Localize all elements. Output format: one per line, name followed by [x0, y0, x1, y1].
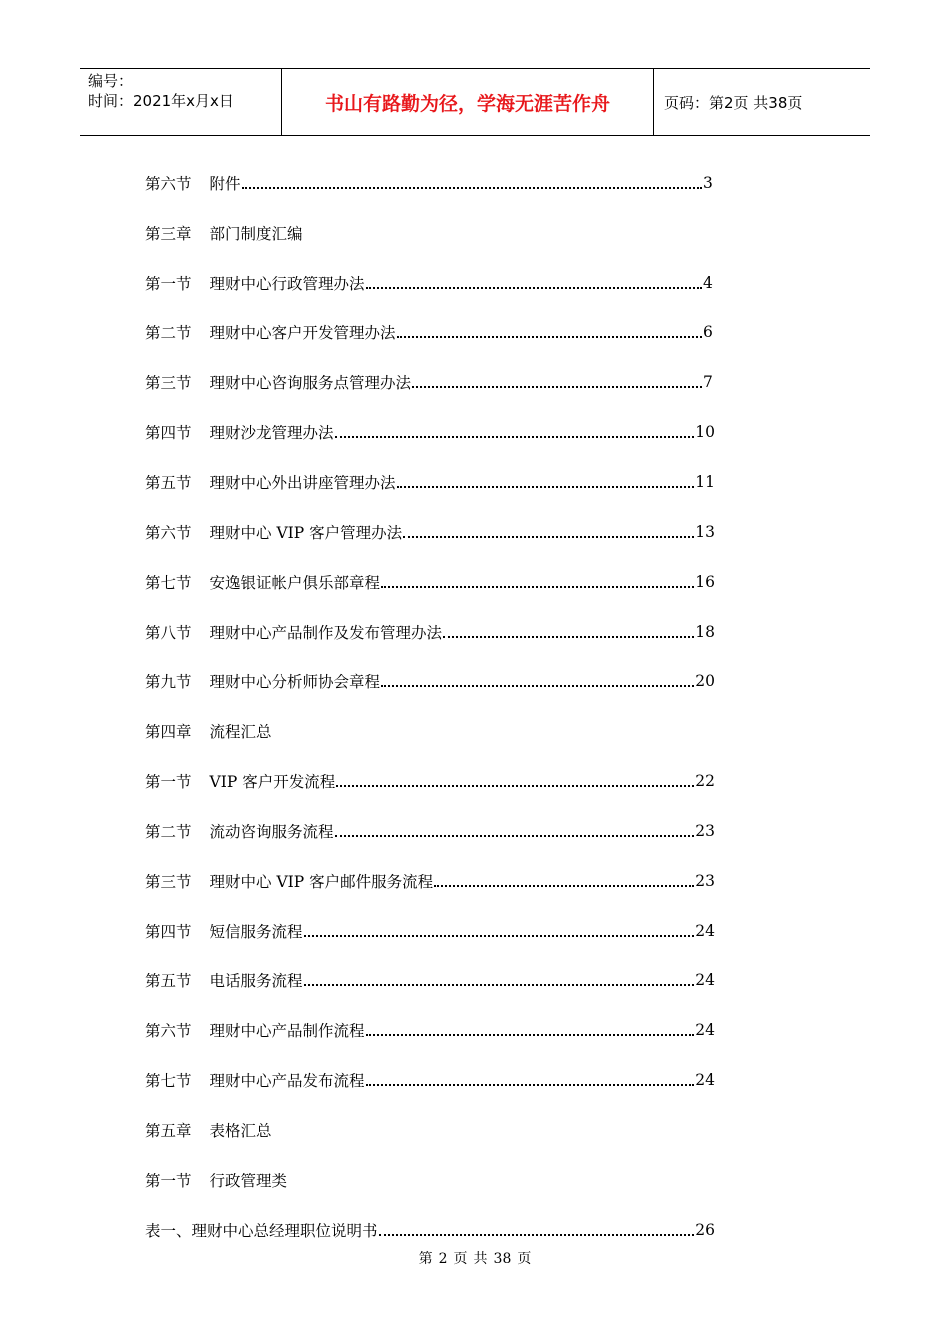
toc-entry-title: 电话服务流程: [209, 972, 303, 991]
footer-page-current: 2: [438, 1251, 448, 1267]
toc-entry-title: VIP 客户开发流程: [209, 773, 336, 792]
toc-entry-label: 第五节: [145, 972, 192, 991]
toc-entry-title: 理财中心外出讲座管理办法: [209, 473, 396, 492]
toc-entry-leader: [412, 368, 702, 388]
toc-entry[interactable]: [145, 457, 715, 507]
toc-entry-title: 理财中心产品发布流程: [209, 1072, 365, 1091]
page-footer: [0, 1248, 950, 1268]
toc-entry-label: 第四节: [145, 922, 192, 941]
footer-page-mid: 页: [453, 1251, 468, 1267]
toc-entry-title: 流动咨询服务流程: [209, 822, 334, 841]
toc-entry-title: 表格汇总: [209, 1121, 272, 1140]
toc-entry-page: 4: [703, 273, 713, 292]
toc-entry-title: 理财中心总经理职位说明书: [191, 1221, 378, 1240]
toc-entry[interactable]: [145, 706, 715, 756]
toc-entry-page: 22: [695, 772, 715, 791]
toc-entry-label: 第三章: [145, 224, 192, 243]
toc-entry-leader: [335, 418, 695, 438]
toc-entry-label: 第四章: [145, 723, 192, 742]
toc-entry-label: 第六节: [145, 174, 192, 193]
toc-entry[interactable]: [145, 956, 715, 1006]
toc-entry-leader: [366, 269, 702, 289]
toc-entry-label: 第六节: [145, 1022, 192, 1041]
toc-entry-title: 理财中心产品制作及发布管理办法: [209, 623, 443, 642]
toc-entry[interactable]: [145, 158, 715, 208]
toc-entry-page: 24: [695, 921, 715, 940]
toc-entry-label: 第五节: [145, 473, 192, 492]
toc-entry-title: 理财中心 VIP 客户邮件服务流程: [209, 872, 434, 891]
toc-entry-page: 24: [695, 1021, 715, 1040]
toc-entry[interactable]: [145, 507, 715, 557]
toc-entry-title: 短信服务流程: [209, 922, 303, 941]
toc-entry-title: 安逸银证帐户俱乐部章程: [209, 573, 381, 592]
toc-entry[interactable]: [145, 856, 715, 906]
toc-entry-label: 第一节: [145, 773, 192, 792]
toc-entry-title: 理财中心行政管理办法: [209, 274, 365, 293]
toc-entry-leader: [403, 518, 694, 538]
toc-entry[interactable]: [145, 1105, 715, 1155]
footer-page-total: 38: [493, 1251, 512, 1267]
toc-entry-label: 表一、: [145, 1221, 192, 1240]
toc-entry-label: 第五章: [145, 1121, 192, 1140]
toc-entry-label: 第一节: [145, 1171, 192, 1190]
header-page-info: 页码：第2页 共38页: [664, 93, 803, 112]
toc-entry-page: 23: [695, 821, 715, 840]
toc-entry-page: 24: [695, 1071, 715, 1090]
toc-entry-label: 第七节: [145, 1072, 192, 1091]
toc-entry[interactable]: [145, 1155, 715, 1205]
toc-entry[interactable]: [145, 1005, 715, 1055]
toc-entry-label: 第二节: [145, 822, 192, 841]
toc-entry[interactable]: [145, 407, 715, 457]
toc-entry-leader: [366, 1066, 695, 1086]
document-number-label: 编号：: [88, 72, 134, 90]
table-of-contents: [145, 158, 715, 1255]
page-header: [80, 68, 870, 136]
toc-entry-label: 第四节: [145, 424, 192, 443]
toc-entry-page: 20: [695, 672, 715, 691]
toc-entry-leader: [397, 318, 702, 338]
toc-entry[interactable]: [145, 756, 715, 806]
toc-entry-page: 18: [695, 622, 715, 641]
toc-entry-label: 第三节: [145, 872, 192, 891]
toc-entry-title: 理财沙龙管理办法: [209, 424, 334, 443]
toc-entry-page: 13: [695, 522, 715, 541]
header-motto: 书山有路勤为径，学海无涯苦作舟: [282, 69, 654, 135]
toc-entry-title: 部门制度汇编: [209, 224, 303, 243]
toc-entry-page: 11: [695, 472, 715, 491]
toc-entry-page: 6: [703, 323, 713, 342]
toc-entry[interactable]: [145, 656, 715, 706]
toc-entry[interactable]: [145, 357, 715, 407]
toc-entry[interactable]: [145, 607, 715, 657]
toc-entry-page: 24: [695, 971, 715, 990]
toc-entry[interactable]: [145, 806, 715, 856]
toc-entry-leader: [304, 917, 695, 937]
toc-entry[interactable]: [145, 557, 715, 607]
toc-entry-title: 理财中心产品制作流程: [209, 1022, 365, 1041]
toc-entry-leader: [381, 667, 694, 687]
toc-entry-page: 7: [703, 373, 713, 392]
toc-entry-title: 行政管理类: [209, 1171, 288, 1190]
toc-entry-title: 理财中心 VIP 客户管理办法: [209, 523, 403, 542]
toc-entry-title: 理财中心分析师协会章程: [209, 673, 381, 692]
toc-entry-page: 3: [703, 173, 713, 192]
footer-page-suffix: 页: [517, 1251, 532, 1267]
footer-total-prefix: 共: [473, 1251, 488, 1267]
toc-entry-page: 23: [695, 871, 715, 890]
toc-entry-leader: [379, 1216, 695, 1236]
toc-entry-leader: [366, 1016, 695, 1036]
toc-entry[interactable]: [145, 208, 715, 258]
toc-entry-page: 10: [695, 423, 715, 442]
header-meta: [80, 69, 282, 135]
toc-entry-leader: [434, 867, 694, 887]
document-date: 时间：2021年x月x日: [88, 92, 234, 110]
toc-entry-leader: [381, 568, 694, 588]
toc-entry-label: 第六节: [145, 523, 192, 542]
toc-entry[interactable]: [145, 906, 715, 956]
toc-entry-title: 附件: [209, 174, 241, 193]
toc-entry-leader: [397, 468, 695, 488]
toc-entry-label: 第七节: [145, 573, 192, 592]
toc-entry-leader: [336, 767, 694, 787]
toc-entry-leader: [242, 169, 702, 189]
footer-page-prefix: 第: [418, 1251, 433, 1267]
toc-entry-label: 第一节: [145, 274, 192, 293]
toc-entry-label: 第八节: [145, 623, 192, 642]
toc-entry[interactable]: [145, 258, 715, 308]
toc-entry-page: 26: [695, 1220, 715, 1239]
toc-entry-title: 理财中心客户开发管理办法: [209, 324, 396, 343]
toc-entry-leader: [443, 618, 694, 638]
toc-entry-title: 流程汇总: [209, 723, 272, 742]
toc-entry-title: 理财中心咨询服务点管理办法: [209, 374, 412, 393]
toc-entry[interactable]: [145, 1055, 715, 1105]
toc-entry-label: 第三节: [145, 374, 192, 393]
toc-entry-label: 第九节: [145, 673, 192, 692]
toc-entry-page: 16: [695, 572, 715, 591]
toc-entry-leader: [304, 966, 695, 986]
toc-entry[interactable]: [145, 308, 715, 358]
toc-entry-leader: [335, 817, 695, 837]
toc-entry-label: 第二节: [145, 324, 192, 343]
